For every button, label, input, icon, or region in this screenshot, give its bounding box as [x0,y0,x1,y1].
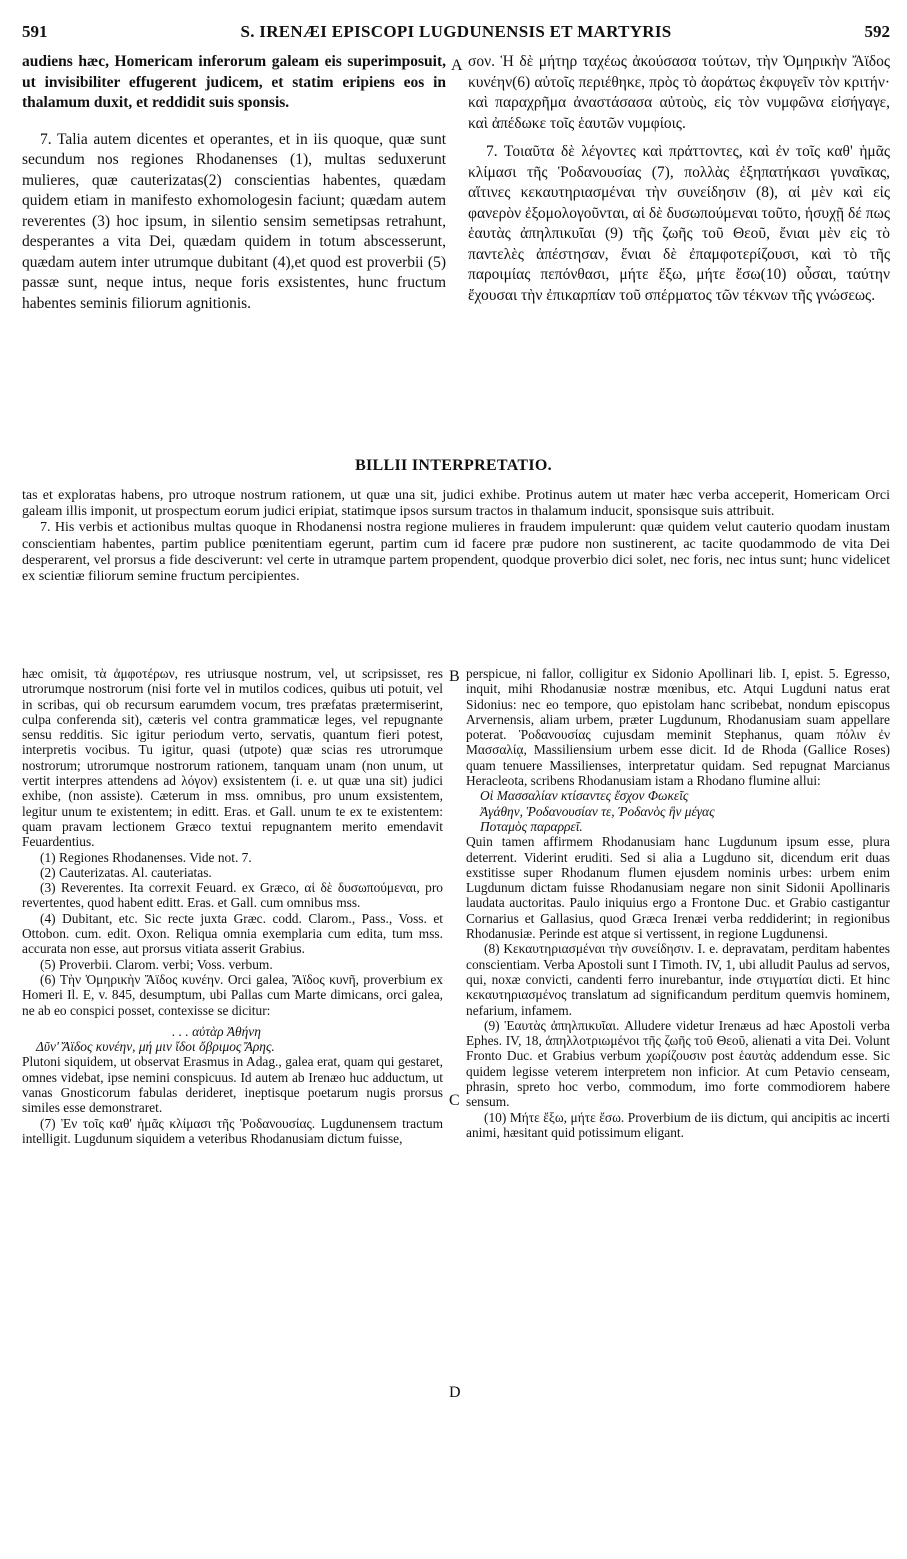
footnote-4: (4) Dubitant, etc. Sic recte juxta Græc. codd. Clarom., Pass., Voss. et Ottobon. cum. edit. Oxon. Reliqua omnia exemplaria cum edita, tum mss. accurata non esse, aut prorsus vitiata asserit Grabius. [22,910,443,957]
latin-text-column [22,52,446,444]
marcianus-quote-line: Ποταμὸς παραρρεῖ. [480,818,583,834]
footnote-8: (8) Κεκαυτηριασμέναι τὴν συνείδησιν. I. e. depravatam, perditam habentes conscientiam. Verba Apostoli sunt I Timoth. IV, 1, ubi alludit Paulus ad servos, qui, noxæ convicti, candenti ferro inurebantur, inde στιγματίαι dicti. Et hinc κεκαυτηριασμένος translatum ad significandum perditum quemvis hominem, nefarium, infamem. [466,941,890,1018]
homer-quote-line: Δῦν' Ἄϊδος κυνέην, μή μιν ἴδοι ὄβριμος Ἄρης. [36,1039,275,1055]
margin-marker-c: C [449,1092,460,1109]
footnote-10: (10) Μήτε ἔξω, μήτε ἔσω. Proverbium de iis dictum, qui ancipitis ac incerti animi, hæsitant quid potissimum eligant. [466,1109,890,1140]
latin-paragraph: 7. Talia autem dicentes et operantes, et in iis quoque, quæ sunt secundum nos regiones Rhodanenses (1), multas seduxerunt mulieres, quæ cauterizatas(2) conscientias habentes, quædam quidem etiam in manifesto exhomologesin faciunt; quædam autem reverentes (3) hoc ipsum, in silentio sensim semetipsas retrahunt, desperantes a vita Dei, quædam quidem in totum abscesserunt, quædam autem inter utrumque dubitant (4),et quod est proverbii (5) passæ sunt, neque intus, neque foris exsistentes, hunc fructum habentes seminis filiorum agnitionis. [22,130,446,312]
footnote-5: (5) Proverbii. Clarom. verbi; Voss. verbum. [40,956,273,972]
note-paragraph: perspicue, ni fallor, colligitur ex Sidonio Apollinari lib. I, epist. 5. Egresso, inquit, mihi Rhodanusiæ nostræ mœnibus, etc. Atqui Lugduni natus erat Sidonius: nec eo tempore, quo epistolam hanc scribebat, nondum episcopus Arvernensis, aliam urbem, præter Lugdunum, Rhodanusiam suam appellare poterat. Ῥοδανουσίας cujusdam meminit Stephanus, quam πόλιν ἐν Μασσαλίᾳ, Massiliensium urbem esse dicit. Id de Rhoda (Gallice Roses) quam tenuere Massilienses, interpretatur quidam. Sed repugnat Marcianus Heracleota, scribens Rhodanusiam istam a Rhodano flumine allui: [466,666,890,789]
interpretatio-block [22,488,890,585]
greek-paragraph: 7. Τοιαῦτα δὲ λέγοντες καὶ πράττοντες, καὶ ἐν τοῖς καθ' ἡμᾶς κλίμασι τῆς Ῥοδανουσίας (7), πολλὰς ἐξηπατήκασι γυναῖκας, αἵτινες κεκαυτηριασμέναι τὴν συνείδησιν (8), αἱ μὲν καὶ εἰς φανερὸν ἐξομολογοῦνται, αἱ δὲ δυσωπούμεναι τοῦτο, ἡσυχῇ δέ πως ἑαυτὰς ἀπηλπικυῖαι (9) τῆς ζωῆς τοῦ Θεοῦ, ἔνιαι μὲν εἰς τὸ παντελὲς ἀπέστησαν, ἔνιαι δὲ ἐπαμφοτερίζουσι, καὶ τὸ τῆς παροιμίας πεπόνθασι, μήτε ἔξω, μήτε ἔσω(10) οὖσαι, ταύτην ἔχουσαι τὴν ἐπικαρπίαν τοῦ σπέρματος τῶν τέκνων τῆς γνώσεως. [468,143,890,304]
greek-text-column [468,52,890,444]
footnote-1: (1) Regiones Rhodanenses. Vide not. 7. [40,849,252,865]
running-title: S. IRENÆI EPISCOPI LUGDUNENSIS ET MARTYRIS [240,22,672,41]
footnote-6: (6) Τὴν Ὁμηρικὴν Ἄϊδος κυνέην. Orci galea, Ἄϊδος κυνῆ, proverbium ex Homeri Il. E, v. 845, desumptum, ubi Pallas cum Marte dimicans, orci galea, ne ab eo conspici posset, contexisse se dicitur: [22,971,443,1018]
homer-quote-line: . . . αὐτὰρ Ἀθήνη [172,1023,261,1039]
latin-paragraph: audiens hæc, Homericam inferorum galeam eis superimposuit, ut invisibiliter effugerent judicem, et statim eripiens eos in thalamum duxit, et reddidit suis sponsis. [22,53,446,111]
notes-right-column [466,666,890,1546]
greek-paragraph: σον. Ἡ δὲ μήτηρ ταχέως ἀκούσασα τούτων, τὴν Ὁμηρικὴν Ἄϊδος κυνέην(6) αὐτοῖς περιέθηκε, πρὸς τὸ ἀοράτως ἐκφυγεῖν τὸν κριτήν· καὶ παραχρῆμα ἀναστάσασα αὐτοὺς, εἰς τὸν νυμφῶνα εἰσήγαγε, καὶ ἀπέδωκε τοῖς ἑαυτῶν νυμφίοις. [468,53,890,132]
section-title: BILLII INTERPRETATIO. [355,457,552,474]
note-paragraph: hæc omisit, τὰ ἀμφοτέρων, res utriusque nostrum, vel, ut scripsisset, res utrorumque nostrorum (nisi forte vel in mutilos codices, quibus uti potuit, vel in scribas, qui ob recursum earumdem vocum, tres præfatas prætermiserint, culpa conferenda sit), cæteris vel contra grammaticæ leges, vel repugnante sensu redditis. Sic igitur periodum verto, servatis, quantum fieri potest, interpretis vocibus. Tu igitur, quasi (utpote) quæ scias res utrorumque nostrorum; utrorumque nostrorum rationem, tanquam unam (non unum, ut vertit interpres attendens ad λόγον) exsistentem (i. e. ut quæ una sit) judici exhibe, (non assiste). Cæterum in mss. omnibus, pro unum exsistentem, legitur unum te existentem; in editt. Eras. et Gall. unum te ex te existentem: quam pravam lectionem Græco textui repugnantem merito emendavit Feuardentius. [22,666,443,850]
interpretatio-paragraph: 7. His verbis et actionibus multas quoque in Rhodanensi nostra regione mulieres in fraudem impulerunt: quæ quidem velut cauterio quodam inustam conscientiam habentes, partim publice pœnitentiam egerunt, partim cum id facere præ pudore non sustinerent, ac tacite quodammodo de vita Dei desperarent, vel prorsus a fide desciverunt: vel certe in utramque partem propendent, quodque proverbio dici solet, nec foris, nec intus sunt; hunc videlicet ex scientiæ filiorum semine fructum percipientes. [22,520,890,585]
interpretatio-paragraph: tas et exploratas habens, pro utroque nostrum rationem, ut quæ una sit, judici exhibe. Protinus autem ut mater hæc verba acceperit, Homericam Orci galeam illis imponit, ut prospectum eorum judici eripiat, statimque ipsos sursum tractos in thalamum inducit, sponsisque suis attribuit. [22,488,890,520]
page-number-left: 591 [22,22,48,41]
footnote-3: (3) Reverentes. Ita correxit Feuard. ex Græco, αἱ δὲ δυσωπούμεναι, pro revertentes, quod habent editt. Eras. et Gall. cum omnibus mss. [22,880,443,911]
marcianus-quote-line: Οἱ Μασσαλίαν κτίσαντες ἔσχον Φωκεῖς [480,788,689,804]
footnote-2: (2) Cauterizatas. Al. cauteriatas. [40,864,212,880]
marcianus-quote-line: Ἀγάθην, Ῥοδανουσίαν τε, Ῥοδανὸς ἣν μέγας [480,803,715,819]
margin-marker-b: B [449,668,460,685]
running-header [22,22,890,48]
page-number-right: 592 [864,22,890,41]
footnote-7: (7) Ἐν τοῖς καθ' ἡμᾶς κλίμασι τῆς Ῥοδανουσίας. Lugdunensem tractum intelligit. Lugdunum siquidem a veteribus Rhodanusiam dictum fuisse, [22,1115,443,1146]
footnote-9: (9) Ἑαυτὰς ἀπηλπικυῖαι. Alludere videtur Irenæus ad hæc Apostoli verba Ephes. IV, 18, ἀπηλλοτριωμένοι τῆς ζωῆς τοῦ Θεοῦ, alienati a vita Dei. Volunt Fronto Duc. et Grabius verbum χωρίζουσιν post ἑαυτὰς addendum esse. Sic quidem legisse veterem interpretem non inficior. At cum Petavio censeam, phrasin, spreto hoc verbo, commodum, imo forte commodiorem habere sensum. [466,1017,890,1110]
note-paragraph: Quin tamen affirmem Rhodanusiam hanc Lugdunum ipsum esse, plura deterrent. Viderint eruditi. Sed si alia a Lugduno sit, dicendum erit duas exstitisse super Rhodanum flumen ejusdem nominis urbes: urbem enim Lugdunum dictam fuisse Rhodanusiam negare non sinit Sidonii Apollinaris laudata auctoritas. Paulo iniquius ergo a Frontone Duc. et Grabio castigantur Cornarius et Gallasius, quod Græca Irenæi verba reddiderint; in regionibus Rhodanusiæ. Perinde est atque si vertissent, in regione Lugdunensi. [466,834,890,942]
margin-marker-a: A [451,57,463,74]
margin-marker-d: D [449,1384,461,1401]
note-paragraph: Plutoni siquidem, ut observat Erasmus in Adag., galea erat, quam qui gestaret, omnes videbat, ipse nemini conspicuus. Id autem ab Irenæo huc adductum, ut vanas Gnosticorum fabulas derideret, ineptisque poetarum nugis prorsus similes esse demonstraret. [22,1054,443,1116]
notes-left-column [22,666,443,1546]
